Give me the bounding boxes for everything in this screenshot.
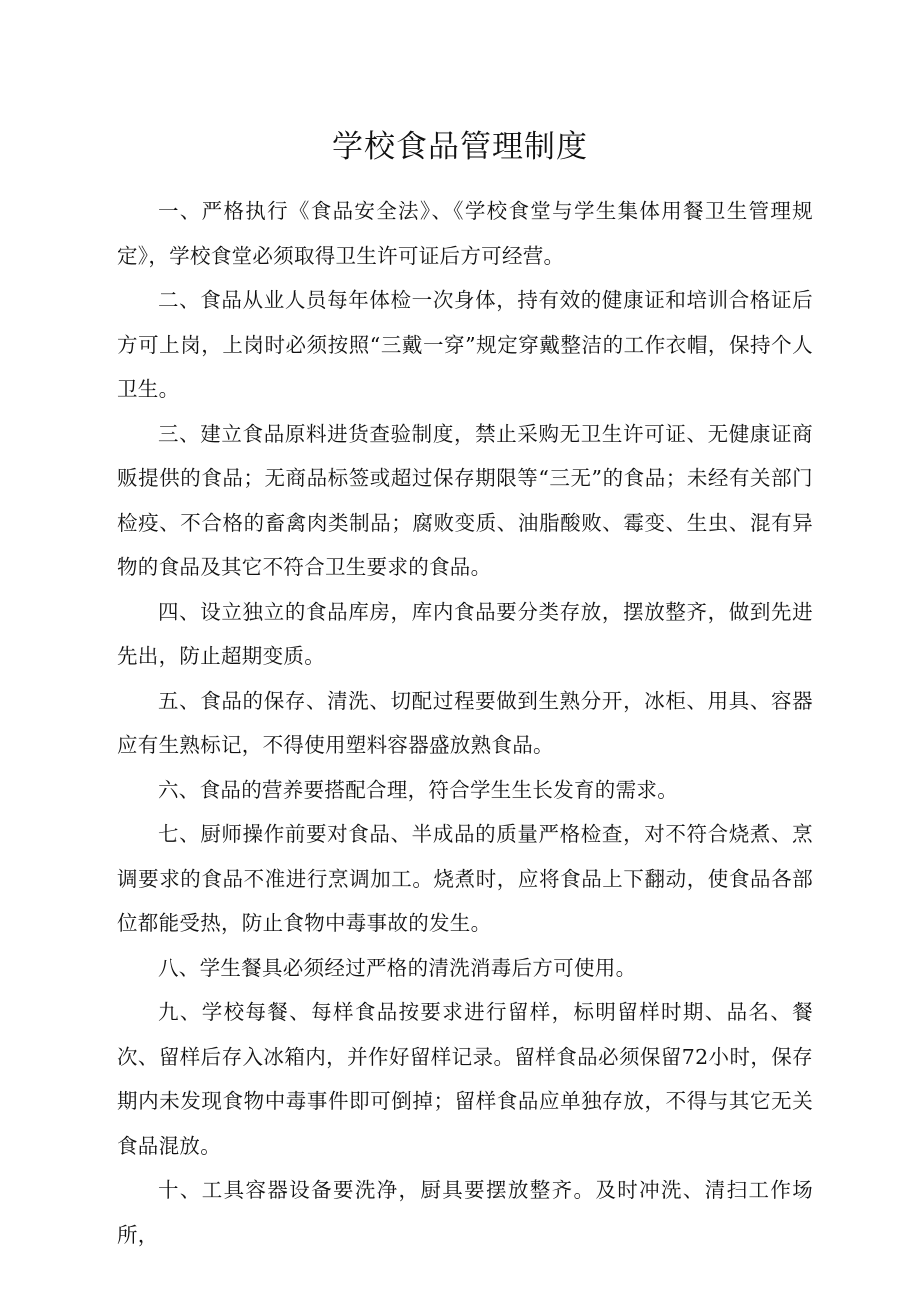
paragraph-8: 八、学生餐具必须经过严格的清洗消毒后方可使用。 (158, 955, 637, 980)
paragraph-10: 十、工具容器设备要洗净，厨具要摆放整齐。及时冲洗、清扫工作场所， (117, 1178, 813, 1247)
paragraph-9: 九、学校每餐、每样食品按要求进行留样，标明留样时期、品名、餐次、留样后存入冰箱内，并作好留样记录。留样食品必须保留72小时，保存期内未发现食物中毒事件即可倒掉；留样食品应单独存放，不得与其它无关食品混放。 (117, 1000, 813, 1158)
paragraph-6: 六、食品的营养要搭配合理，符合学生生长发育的需求。 (158, 777, 678, 802)
paragraph-1: 一、严格执行《食品安全法》、《学校食堂与学生集体用餐卫生管理规定》，学校食堂必须取得卫生许可证后方可经营。 (117, 199, 813, 268)
paragraph-3: 三、建立食品原料进货查验制度，禁止采购无卫生许可证、无健康证商贩提供的食品；无商品标签或超过保存期限等“三无”的食品；未经有关部门检疫、不合格的畜禽肉类制品；腐败变质、油脂酸败、霉变、生虫、混有异物的食品及其它不符合卫生要求的食品。 (117, 421, 813, 579)
document-body (117, 189, 813, 1257)
document-title: 学校食品管理制度 (332, 129, 588, 165)
paragraph-5: 五、食品的保存、清洗、切配过程要做到生熟分开，冰柜、用具、容器应有生熟标记，不得使用塑料容器盛放熟食品。 (117, 688, 813, 757)
paragraph-7: 七、厨师操作前要对食品、半成品的质量严格检查，对不符合烧煮、烹调要求的食品不准进行烹调加工。烧煮时，应将食品上下翻动，使食品各部位都能受热，防止食物中毒事故的发生。 (117, 822, 813, 935)
paragraph-2: 二、食品从业人员每年体检一次身体，持有效的健康证和培训合格证后方可上岗，上岗时必须按照“三戴一穿”规定穿戴整洁的工作衣帽，保持个人卫生。 (117, 288, 813, 401)
paragraph-4: 四、设立独立的食品库房，库内食品要分类存放，摆放整齐，做到先进先出，防止超期变质。 (117, 599, 813, 668)
